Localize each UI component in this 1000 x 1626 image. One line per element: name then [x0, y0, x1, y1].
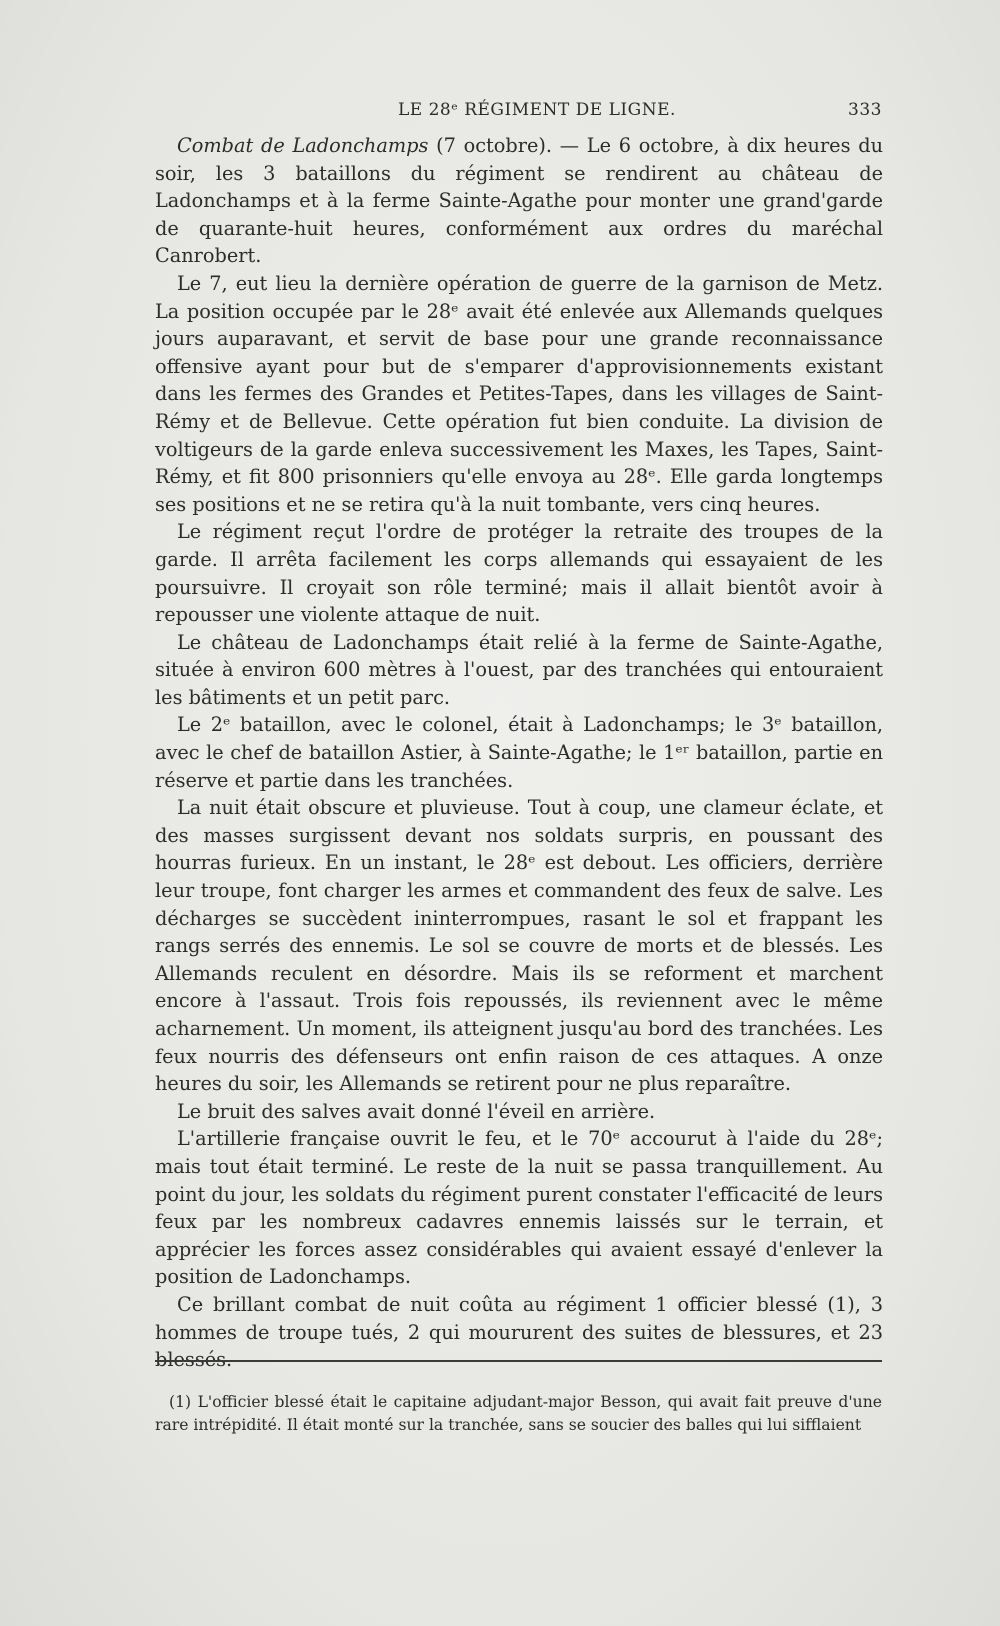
- footnote-separator: [155, 1360, 882, 1362]
- paragraph-3: Le régiment reçut l'ordre de protéger la retraite des troupes de la garde. Il arrêta facilement les corps allemands qui essayaient de les poursuivre. Il croyait son rôle terminé; mais il allait bientôt avoir à repousser une violente attaque de nuit.: [155, 520, 883, 627]
- paragraph-2: Le 7, eut lieu la dernière opération de guerre de la garnison de Metz. La position occupée par le 28ᵉ avait été enlevée aux Allemands quelques jours auparavant, et servit de base pour une grande reconnaissance offensive ayant pour but de s'emparer d'approvisionnements existant dans les fermes des Grandes et Petites-Tapes, dans les villages de Saint-Rémy et de Bellevue. Cette opération fut bien conduite. La division de voltigeurs de la garde enleva successivement les Maxes, les Tapes, Saint-Rémy, et fit 800 prisonniers qu'elle envoya au 28ᵉ. Elle garda longtemps ses positions et ne se retira qu'à la nuit tombante, vers cinq heures.: [155, 271, 883, 516]
- paragraph-1-text: (7 octobre). — Le 6 octobre, à dix heures du soir, les 3 bataillons du régiment se rendirent au château de Ladonchamps et à la ferme Sainte-Agathe pour monter une grand'garde de quarante-huit heures, conformément aux ordres du maréchal Canrobert.: [155, 134, 883, 268]
- running-title: LE 28ᵉ RÉGIMENT DE LIGNE.: [398, 100, 676, 120]
- paragraph-1: [155, 132, 883, 270]
- footnote-text: (1) L'officier blessé était le capitaine adjudant-major Besson, qui avait fait preuve d'une rare intrépidité. Il était monté sur la tranchée, sans se soucier des balles qui lui sifflaient: [155, 1393, 882, 1434]
- paragraph-4: Le château de Ladonchamps était relié à la ferme de Sainte-Agathe, située à environ 600 mètres à l'ouest, par des tranchées qui entouraient les bâtiments et un petit parc.: [155, 630, 883, 709]
- paragraph-6: La nuit était obscure et pluvieuse. Tout à coup, une clameur éclate, et des masses surgissent devant nos soldats surpris, en poussant des hourras furieux. En un instant, le 28ᵉ est debout. Les officiers, derrière leur troupe, font charger les armes et commandent des feux de salve. Les décharges se succèdent ininterrompues, rasant le sol et frappant les rangs serrés des ennemis. Le sol se couvre de morts et de blessés. Les Allemands reculent en désordre. Mais ils se reforment et marchent encore à l'assaut. Trois fois repoussés, ils reviennent avec le même acharnement. Un moment, ils atteignent jusqu'au bord des tranchées. Les feux nourris des défenseurs ont enfin raison de ces attaques. A onze heures du soir, les Allemands se retirent pour ne plus reparaître.: [155, 796, 883, 1096]
- paragraph-9: Ce brillant combat de nuit coûta au régiment 1 officier blessé (1), 3 hommes de troupe tués, 2 qui moururent des suites de blessures, et 23 blessés.: [155, 1292, 883, 1372]
- page-number: 333: [848, 100, 882, 120]
- page-header: [155, 100, 882, 124]
- paragraph-8: L'artillerie française ouvrit le feu, et le 70ᵉ accourut à l'aide du 28ᵉ; mais tout était terminé. Le reste de la nuit se passa tranquillement. Au point du jour, les soldats du régiment purent constater l'efficacité de leurs feux par les nombreux cadavres ennemis laissés sur le terrain, et apprécier les forces assez considérables qui avaient essayé d'enlever la position de Ladonchamps.: [155, 1127, 883, 1289]
- section-heading: Combat de Ladonchamps: [177, 134, 429, 157]
- paragraph-7: Le bruit des salves avait donné l'éveil en arrière.: [177, 1099, 656, 1123]
- footnote: [155, 1391, 882, 1437]
- paragraph-5: Le 2ᵉ bataillon, avec le colonel, était à Ladonchamps; le 3ᵉ bataillon, avec le chef de bataillon Astier, à Sainte-Agathe; le 1ᵉʳ bataillon, partie en réserve et partie dans les tranchées.: [155, 713, 883, 792]
- main-text: [155, 132, 883, 1374]
